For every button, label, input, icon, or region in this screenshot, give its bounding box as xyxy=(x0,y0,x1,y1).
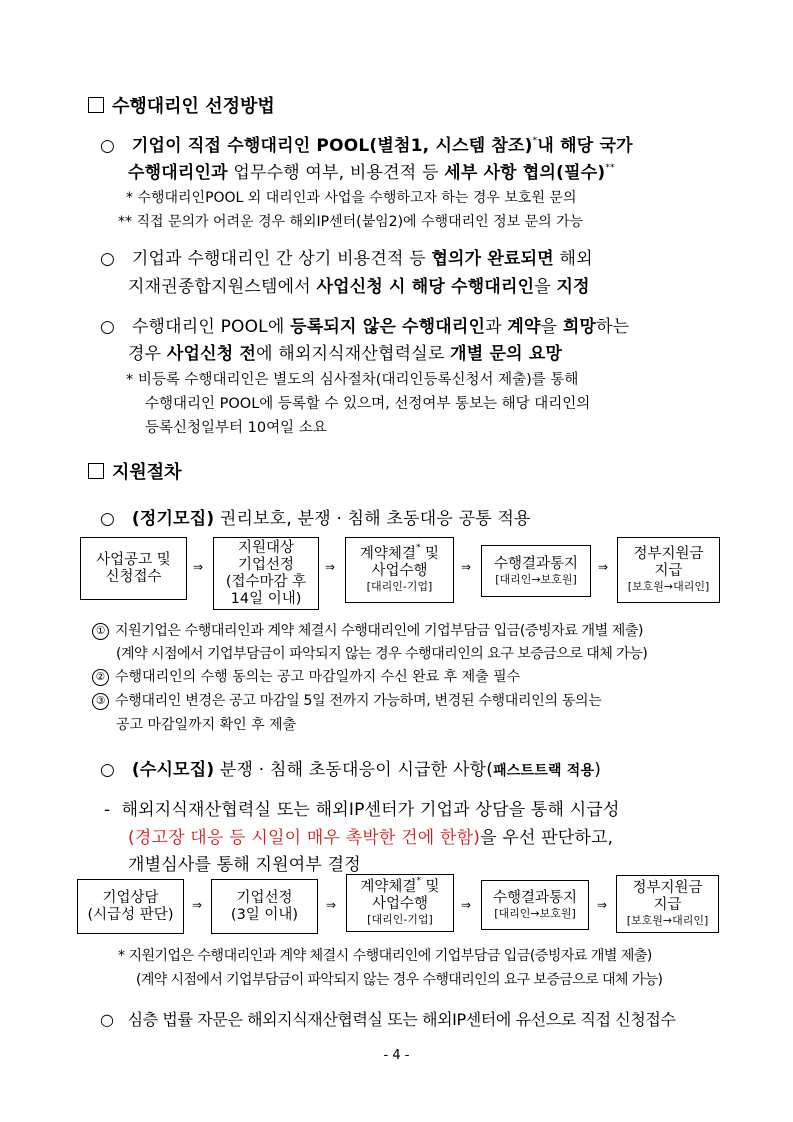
flow-step-contract: 계약체결* 및 사업수행 [대리인-기업] xyxy=(345,537,454,603)
page-number: - 4 - xyxy=(383,1048,410,1063)
regular-note-3: ③ 수행대리인 변경은 공고 마감일 5일 전까지 가능하며, 변경된 수행대리인의 동의는 xyxy=(92,690,602,710)
regular-note-1-cont: (계약 시점에서 기업부담금이 파악되지 않는 경우 수행대리인의 요구 보증금으로 대체 가능) xyxy=(116,646,648,662)
bullet-2-line-2: 지재권종합지원스템에서 사업신청 시 해당 수행대리인을 지정 xyxy=(128,277,590,297)
regular-note-3-cont: 공고 마감일까지 확인 후 제출 xyxy=(116,717,297,733)
section-heading-support-procedure: 지원절차 xyxy=(88,458,182,484)
flow-arrow-icon: ⇒ xyxy=(326,898,337,912)
regular-note-2: ② 수행대리인의 수행 동의는 공고 마감일까지 수신 완료 후 제출 필수 xyxy=(92,666,520,686)
checkbox-square-icon xyxy=(88,97,104,113)
occasional-note-1: * 지원기업은 수행대리인과 계약 체결시 수행대리인에 기업부담금 입금(증빙자료 개별 제출) xyxy=(118,948,652,964)
bullet-3-note-1: * 비등록 수행대리인은 별도의 심사절차(대리인등록신청서 제출)를 통해 xyxy=(126,372,579,388)
flow-arrow-icon: ⇒ xyxy=(193,560,204,574)
bullet-1-line-2: 수행대리인과 업무수행 여부, 비용견적 등 세부 사항 협의(필수)** xyxy=(128,163,615,183)
bullet-3-line-2: 경우 사업신청 전에 해외지식재산협력실로 개별 문의 요망 xyxy=(128,344,563,364)
occasional-text-line-1: - 해외지식재산협력실 또는 해외IP센터가 기업과 상담을 통해 시급성 xyxy=(104,800,620,820)
flow-arrow-icon: ⇒ xyxy=(192,898,203,912)
flow-arrow-icon: ⇒ xyxy=(325,560,336,574)
bullet-1-note-2: ** 직접 문의가 어려운 경우 해외IP센터(붙임2)에 수행대리인 정보 문의 가능 xyxy=(118,214,584,230)
bullet-2-line-1: ○ 기업과 수행대리인 간 상기 비용견적 등 협의가 완료되면 해외 xyxy=(100,249,593,269)
bullet-3-note-3: 등록신청일부터 10여일 소요 xyxy=(145,420,327,436)
flow-step-subsidy-payment: 정부지원금 지급 [보호원→대리인] xyxy=(617,537,720,603)
circle-bullet-icon: ○ xyxy=(100,249,116,269)
bullet-1-note-1: * 수행대리인POOL 외 대리인과 사업을 수행하고자 하는 경우 보호원 문의 xyxy=(126,190,577,206)
flow-step-consultation: 기업상담 (시급성 판단) xyxy=(77,879,184,934)
circle-bullet-icon: ○ xyxy=(100,760,116,780)
flow-step-company-selection-fast: 기업선정 (3일 이내) xyxy=(211,879,318,934)
flow-step-contract-fast: 계약체결* 및 사업수행 [대리인-기업] xyxy=(346,874,454,932)
occasional-recruitment-heading: ○ (수시모집) 분쟁 · 침해 초동대응이 시급한 사항(패스트트랙 적용) xyxy=(100,760,602,780)
legal-advice-bullet: ○ 심층 법률 자문은 해외지식재산협력실 또는 해외IP센터에 유선으로 직접 신청접수 xyxy=(100,1010,676,1029)
occasional-text-line-2: (경고장 대응 등 시일이 매우 촉박한 건에 한함)을 우선 판단하고, xyxy=(128,828,614,848)
flow-step-company-selection: 지원대상 기업선정 (접수마감 후 14일 이내) xyxy=(213,537,319,610)
occasional-note-2: (계약 시점에서 기업부담금이 파악되지 않는 경우 수행대리인의 요구 보증금으로 대체 가능) xyxy=(136,972,663,988)
bullet-3-note-2: 수행대리인 POOL에 등록할 수 있으며, 선정여부 통보는 해당 대리인의 xyxy=(145,396,591,412)
flow-arrow-icon: ⇒ xyxy=(598,560,609,574)
regular-note-1: ① 지원기업은 수행대리인과 계약 체결시 수행대리인에 기업부담금 입금(증빙자료 개별 제출) xyxy=(92,620,643,640)
flow-step-subsidy-payment-fast: 정부지원금 지급 [보호원→대리인] xyxy=(616,875,719,933)
circle-bullet-icon: ○ xyxy=(100,317,116,337)
flow-step-announcement: 사업공고 및 신청접수 xyxy=(80,537,187,600)
circle-bullet-icon: ○ xyxy=(100,509,116,529)
occasional-text-line-3: 개별심사를 통해 지원여부 결정 xyxy=(128,855,361,875)
circle-bullet-icon: ○ xyxy=(100,1010,114,1029)
bullet-1-line-1: ○ 기업이 직접 수행대리인 POOL(별첨1, 시스템 참조)*내 해당 국가 xyxy=(100,136,633,156)
flow-arrow-icon: ⇒ xyxy=(461,560,472,574)
flow-step-result-notice-fast: 수행결과통지 [대리인→보호원] xyxy=(481,880,589,930)
checkbox-square-icon xyxy=(88,463,104,479)
flow-arrow-icon: ⇒ xyxy=(597,898,608,912)
flow-step-result-notice: 수행결과통지 [대리인→보호원] xyxy=(481,545,591,597)
circle-bullet-icon: ○ xyxy=(100,136,116,156)
regular-recruitment-heading: ○ (정기모집) 권리보호, 분쟁 · 침해 초동대응 공통 적용 xyxy=(100,509,531,529)
section-heading-agent-selection: 수행대리인 선정방법 xyxy=(88,92,275,118)
flow-arrow-icon: ⇒ xyxy=(461,898,472,912)
bullet-3-line-1: ○ 수행대리인 POOL에 등록되지 않은 수행대리인과 계약을 희망하는 xyxy=(100,317,630,337)
